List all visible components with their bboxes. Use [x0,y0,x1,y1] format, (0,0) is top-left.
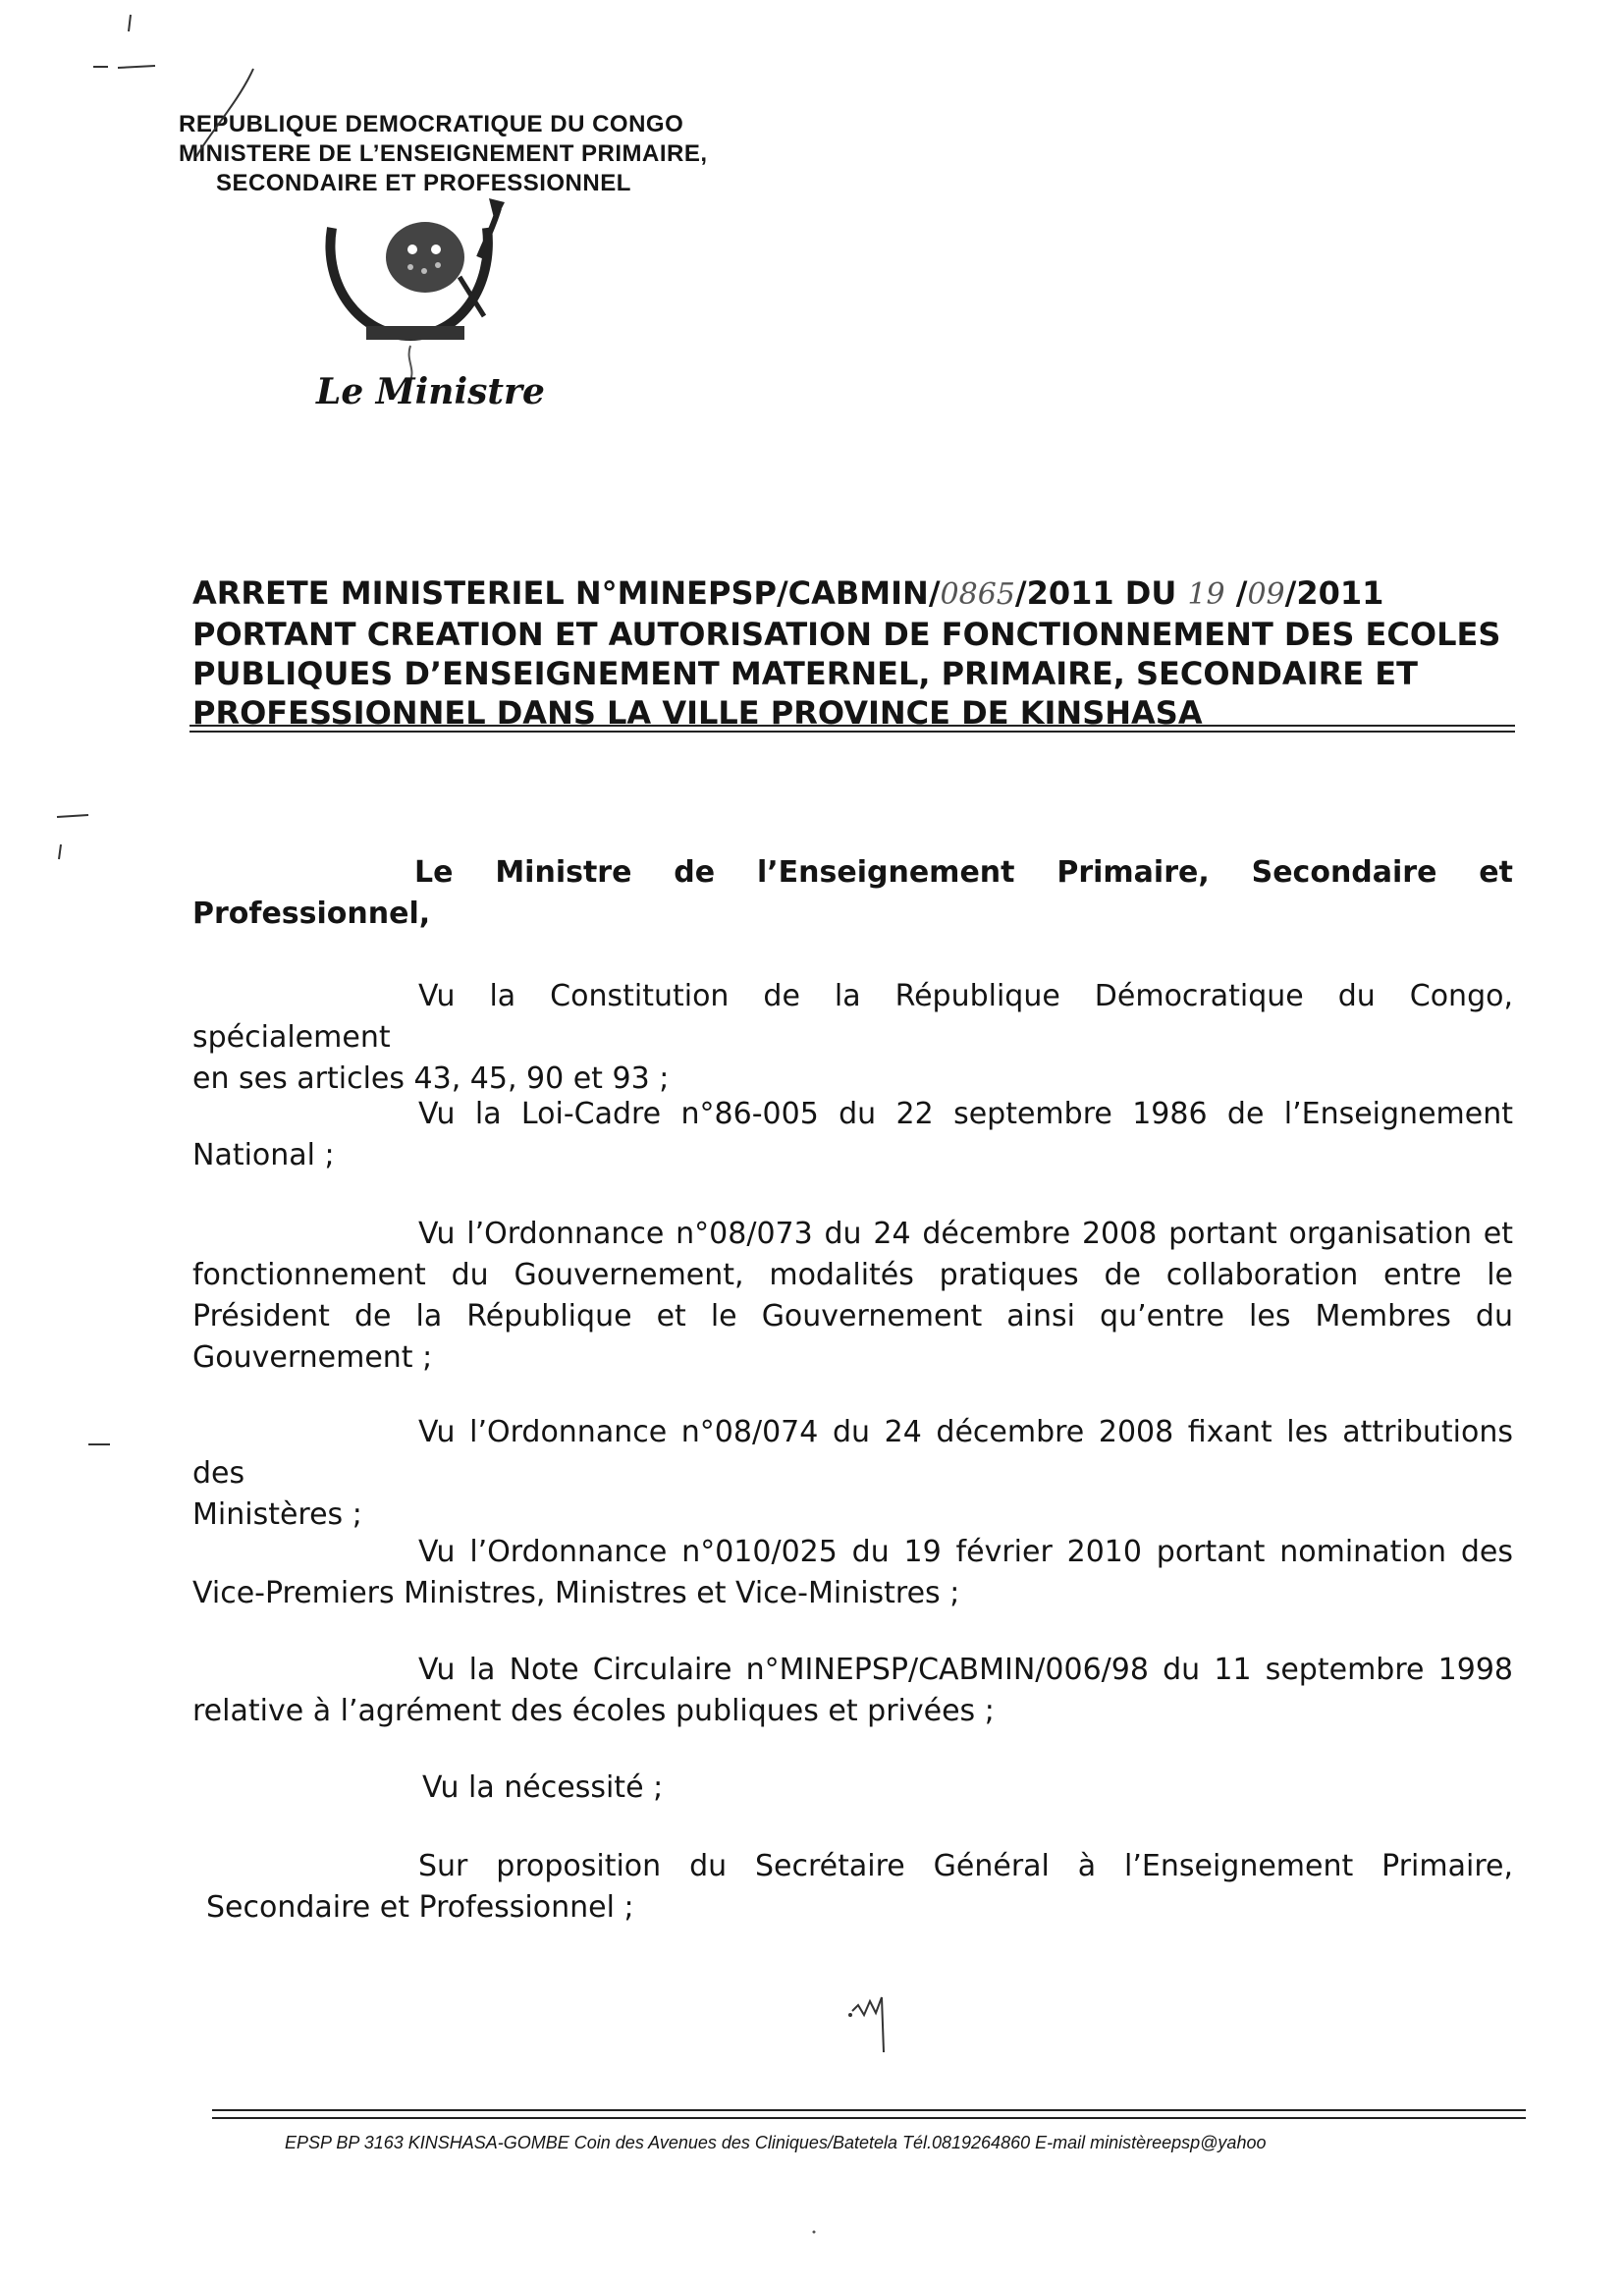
recital-6-line-1: Vu la Note Circulaire n°MINEPSP/CABMIN/006/98 du 11 septembre 1998 [418,1653,1513,1687]
recital-ordonnance-073 [192,1214,1513,1379]
intro-paragraph [192,852,1513,935]
title-line-3: PUBLIQUES D’ENSEIGNEMENT MATERNEL, PRIMAIRE, SECONDAIRE ET [192,655,1418,692]
minister-signature-label: Le Ministre [316,371,545,412]
intro-line-2: Professionnel, [192,897,431,931]
title-underline-2 [189,731,1515,733]
letterhead-line-2: MINISTERE DE L’ENSEIGNEMENT PRIMAIRE, [179,140,708,167]
margin-mark [49,805,108,864]
recital-constitution [192,976,1513,1100]
recital-5-line-1: Vu l’Ordonnance n°010/025 du 19 février 2010 portant nomination des [418,1535,1513,1569]
title-sep: / [1224,574,1248,612]
decree-title [192,573,1513,733]
recital-1-line-2: en ses articles 43, 45, 90 et 93 ; [192,1061,670,1096]
recital-4-line-1: Vu l’Ordonnance n°08/074 du 24 décembre 2008 fixant les attributions des [192,1415,1513,1491]
recital-3-line-2: fonctionnement du Gouvernement, modalités pratiques de collaboration entre le [192,1258,1513,1292]
margin-dash [86,1440,116,1449]
decree-day-handwritten: 19 [1187,577,1225,612]
title-line-2: PORTANT CREATION ET AUTORISATION DE FONCTIONNEMENT DES ECOLES [192,616,1501,653]
recital-loi-cadre [192,1094,1513,1176]
recital-1-line-1: Vu la Constitution de la République Démocratique du Congo, spécialement [192,979,1513,1055]
decree-month-handwritten: 09 [1247,577,1285,612]
recital-ordonnance-074 [192,1412,1513,1536]
footer-rule-2 [212,2117,1526,2119]
recital-3-line-3: Président de la République et le Gouvernement ainsi qu’entre les Membres du [192,1299,1513,1333]
recital-5-line-2: Vice-Premiers Ministres, Ministres et Vice-Ministres ; [192,1576,960,1610]
footer-rule-1 [212,2109,1526,2111]
recital-3-line-4: Gouvernement ; [192,1340,433,1375]
title-prefix: ARRETE MINISTERIEL N°MINEPSP/CABMIN/ [192,574,941,612]
recital-2-line-2: National ; [192,1138,335,1172]
letterhead-line-3: SECONDAIRE ET PROFESSIONNEL [216,170,631,196]
title-line-4: PROFESSIONNEL DANS LA VILLE PROVINCE DE KINSHASA [192,694,1203,732]
letterhead-line-1: REPUBLIQUE DEMOCRATIQUE DU CONGO [179,111,684,137]
recital-7-line-1: Vu la nécessité ; [422,1770,664,1805]
title-year: /2011 DU [1014,574,1188,612]
title-line-1 [192,573,1513,615]
proposal-line-2: Secondaire et Professionnel ; [206,1890,634,1925]
title-underline [189,725,1515,727]
proposal-line-1: Sur proposition du Secrétaire Général à l’Enseignement Primaire, [418,1849,1513,1883]
recital-note-circulaire [192,1650,1513,1732]
recital-3-line-1: Vu l’Ordonnance n°08/073 du 24 décembre 2008 portant organisation et [418,1217,1513,1251]
proposal-paragraph [192,1846,1513,1929]
recital-4-line-2: Ministères ; [192,1497,362,1532]
handwritten-marks [0,0,314,157]
title-end: /2011 [1284,574,1384,612]
coat-of-arms-seal [312,189,518,385]
decree-number-handwritten: 0865 [940,577,1015,612]
recital-6-line-2: relative à l’agrément des écoles publiques et privées ; [192,1694,995,1728]
recital-ordonnance-025 [192,1532,1513,1614]
initials-paraph [844,1984,923,2072]
bottom-dot [809,2227,819,2237]
recital-necessite [192,1767,1513,1809]
footer-address: EPSP BP 3163 KINSHASA-GOMBE Coin des Avenues des Cliniques/Batetela Tél.0819264860 E-mail ministèreepsp@yahoo [285,2133,1267,2152]
recital-2-line-1: Vu la Loi-Cadre n°86-005 du 22 septembre 1986 de l’Enseignement [418,1097,1513,1131]
intro-line-1: Le Ministre de l’Enseignement Primaire, Secondaire et [414,855,1513,890]
